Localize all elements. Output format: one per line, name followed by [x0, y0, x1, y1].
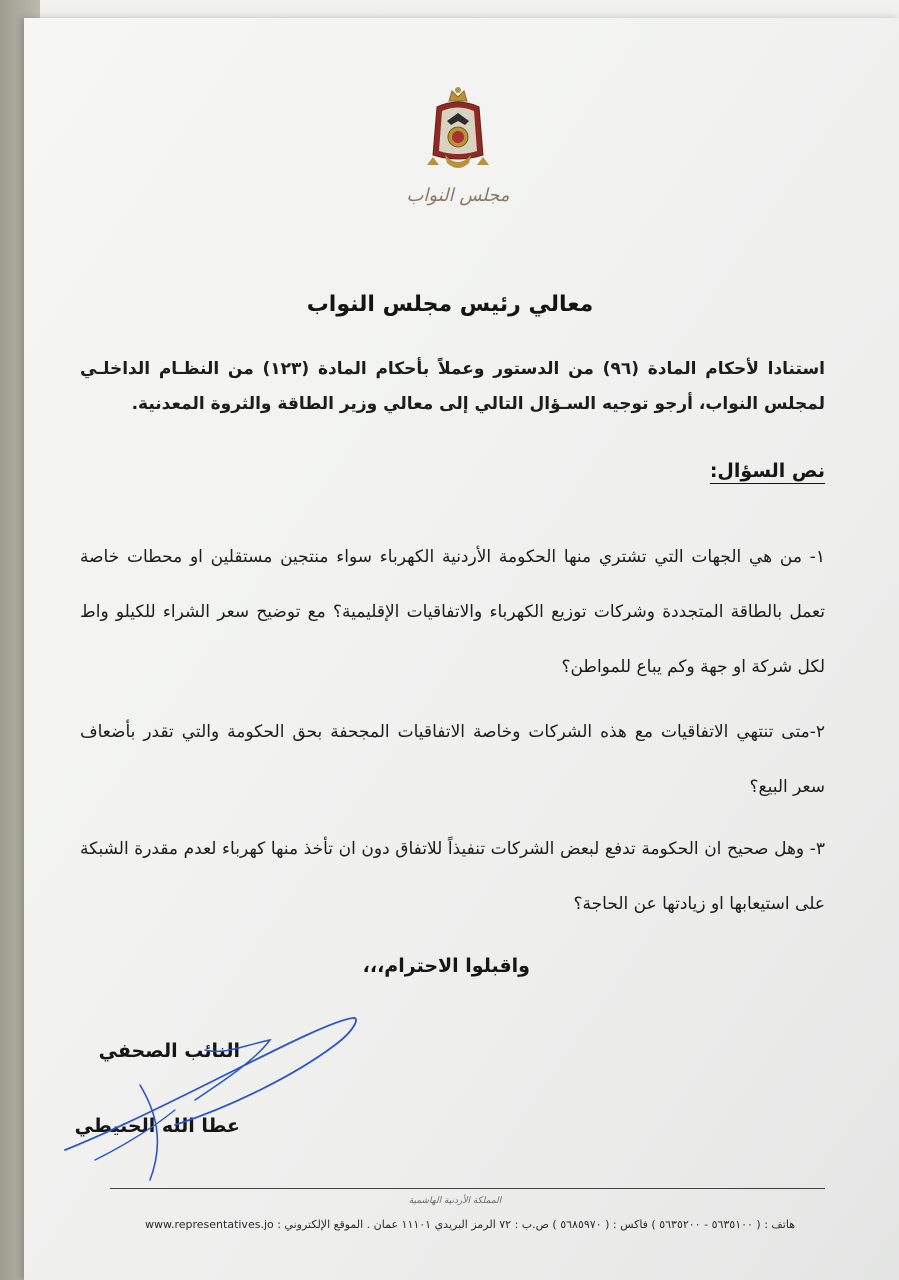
royal-emblem-icon	[425, 85, 491, 177]
intro-paragraph: استنادا لأحكام المادة (٩٦) من الدستور وعملاً بأحكام المادة (١٢٣) من النظـام الداخلـي لمجلس النواب، أرجو توجيه السـؤال التالي إلى معالي وزير الطاقة والثروة المعدنية.	[80, 359, 825, 414]
footer-contact-info: هاتف : ( ٥٦٣٥١٠٠ - ٥٦٣٥٢٠٠ ) فاكس : ( ٥٦٨٥٩٧٠ ) ص.ب : ٧٢ الرمز البريدي ١١١٠١ عمان . الموقع الإلكتروني : www.representatives.jo	[144, 1218, 796, 1231]
signatory-name: عطا الله الحنيطي	[74, 1115, 240, 1137]
handwritten-signature	[55, 1010, 365, 1185]
question-2: ٢-متى تنتهي الاتفاقيات مع هذه الشركات وخاصة الاتفاقيات المجحفة بحق الحكومة والتي تقدر بأضعاف سعر البيع؟	[80, 722, 825, 797]
salutation-heading: معالي رئيس مجلس النواب	[306, 292, 594, 317]
question-1: ١- من هي الجهات التي تشتري منها الحكومة الأردنية الكهرباء سواء منتجين مستقلين او محطات خاصة تعمل بالطاقة المتجددة وشركات توزيع الكهرباء والاتفاقيات الإقليمية؟ مع توضيح سعر الشراء للكيلو واط لكل شركة او جهة وكم يباع للمواطن؟	[80, 547, 825, 677]
council-name-calligraphy: مجلس النواب	[406, 185, 510, 206]
footer-kingdom-name: المملكة الأردنية الهاشمية	[408, 1196, 502, 1206]
footer-divider	[110, 1188, 825, 1189]
question-3: ٣- وهل صحيح ان الحكومة تدفع لبعض الشركات تنفيذاً للاتفاق دون ان تأخذ منها كهرباء لعدم مقدرة الشبكة على استيعابها او زيادتها عن الحاجة؟	[80, 839, 825, 914]
closing-line: واقبلوا الاحترام،،،	[362, 955, 530, 977]
question-heading: نص السؤال:	[709, 460, 825, 482]
signatory-title: النائب الصحفي	[98, 1040, 240, 1062]
